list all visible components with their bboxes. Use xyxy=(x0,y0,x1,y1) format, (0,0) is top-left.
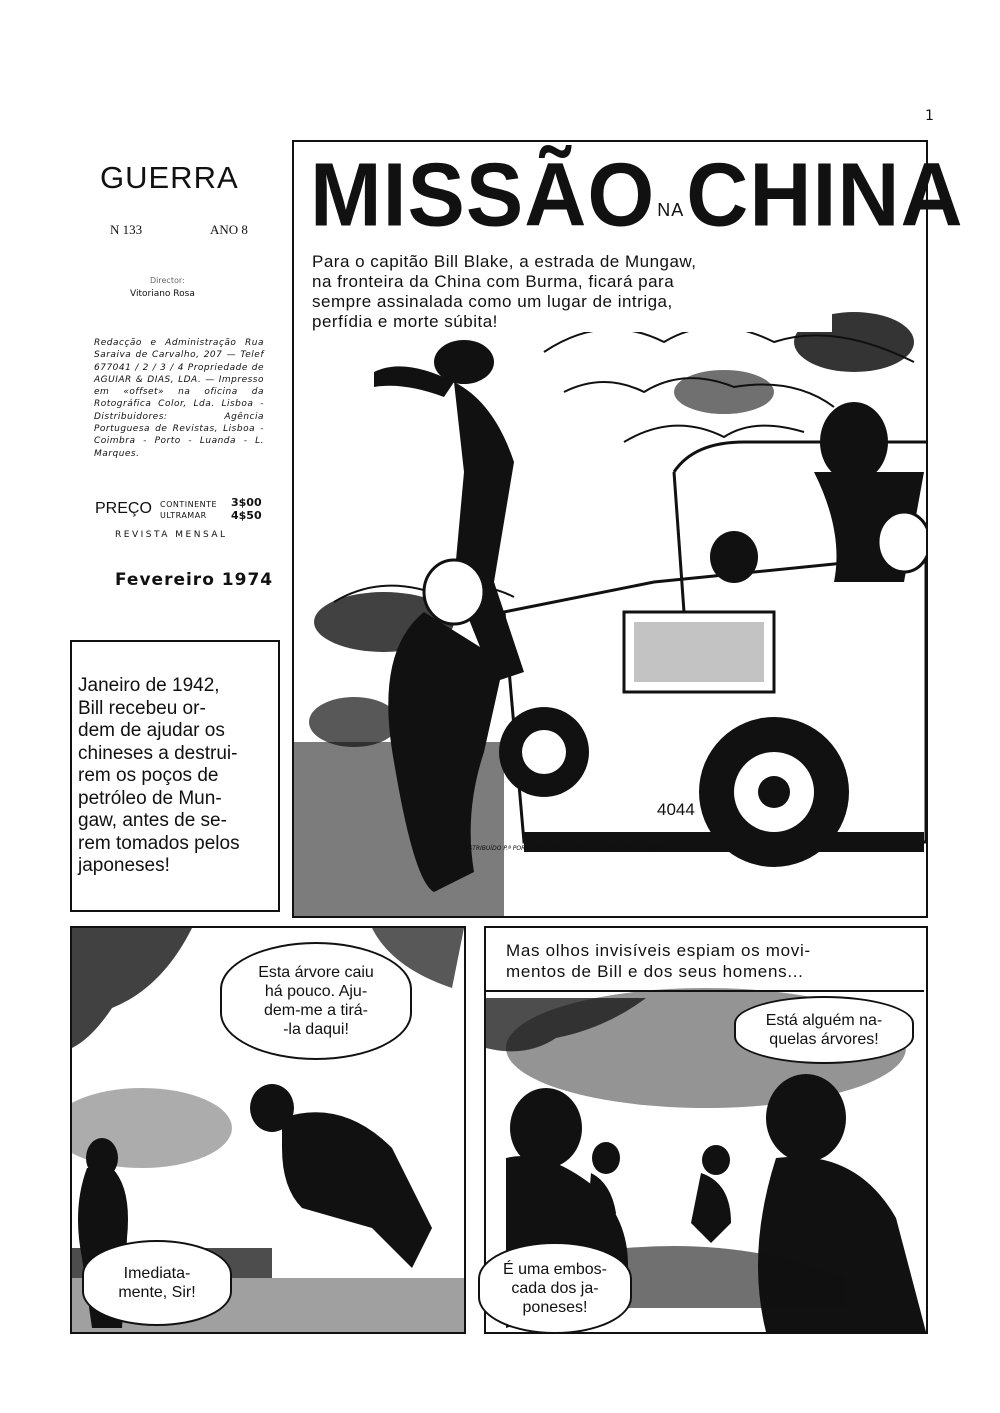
story-title xyxy=(310,144,964,246)
price-overseas: 4$50 xyxy=(231,509,262,522)
magazine-year: ANO 8 xyxy=(210,222,248,237)
vehicle-number: 4044 xyxy=(657,800,695,819)
page-number: 1 xyxy=(925,108,934,124)
panel-three-caption-divider xyxy=(486,990,924,992)
price-continent: 3$00 xyxy=(231,496,262,509)
price-overseas-label: ULTRAMAR xyxy=(160,511,207,520)
price-label: PREÇO xyxy=(95,500,152,517)
issue-date: Fevereiro 1974 xyxy=(115,570,274,590)
intro-caption: Janeiro de 1942, Bill recebeu or- dem de ajudar os chineses a destrui- rem os poços de petróleo de Mun- gaw, antes de se- rem tomados pelos japoneses! xyxy=(78,675,240,876)
frequency-label: REVISTA MENSAL xyxy=(115,530,228,540)
distribution-credit: DISTRIBUÍDO P.ª PORTUGAL POR AGÊNCIA DIAS DA SILVA — LISBOA xyxy=(462,845,666,852)
main-caption: Para o capitão Bill Blake, a estrada de Mungaw, na fronteira da China com Burma, ficará para sempre assinalada como um lugar de intriga, perfídia e morte súbita! xyxy=(312,252,832,332)
director-label: Director: xyxy=(150,276,185,285)
title-china: CHINA xyxy=(686,144,964,246)
publisher-credits: Redacção e Administração Rua Saraiva de Carvalho, 207 — Telef 677041 / 2 / 3 / 4 Propriedade de AGUIAR & DIAS, LDA. — Impresso em «offset» na oficina da Rotográfica Color, Lda. Lisboa - Distribuidores: Agência Portuguesa de Revistas, Lisboa - Coimbra - Porto - Luanda - L. Marques. xyxy=(94,338,264,459)
issue-number: N 133 xyxy=(110,222,143,237)
director-name: Vitoriano Rosa xyxy=(130,289,195,299)
price-continent-label: CONTINENTE xyxy=(160,500,218,509)
panel-three-bubble-alert: Está alguém na- quelas árvores! xyxy=(734,996,914,1064)
panel-three-bubble-ambush: É uma embos- cada dos ja- poneses! xyxy=(478,1242,632,1334)
title-missao: MISSÃO xyxy=(310,144,656,246)
panel-two-bubble-officer: Esta árvore caiu há pouco. Aju- dem-me a tirá- -la daqui! xyxy=(220,942,412,1060)
panel-three-caption: Mas olhos invisíveis espiam os movi- mentos de Bill e dos seus homens... xyxy=(506,941,811,981)
magazine-title: GUERRA xyxy=(100,160,239,195)
panel-two-bubble-soldier: Imediata- mente, Sir! xyxy=(82,1240,232,1326)
title-connector: NA xyxy=(657,199,685,221)
